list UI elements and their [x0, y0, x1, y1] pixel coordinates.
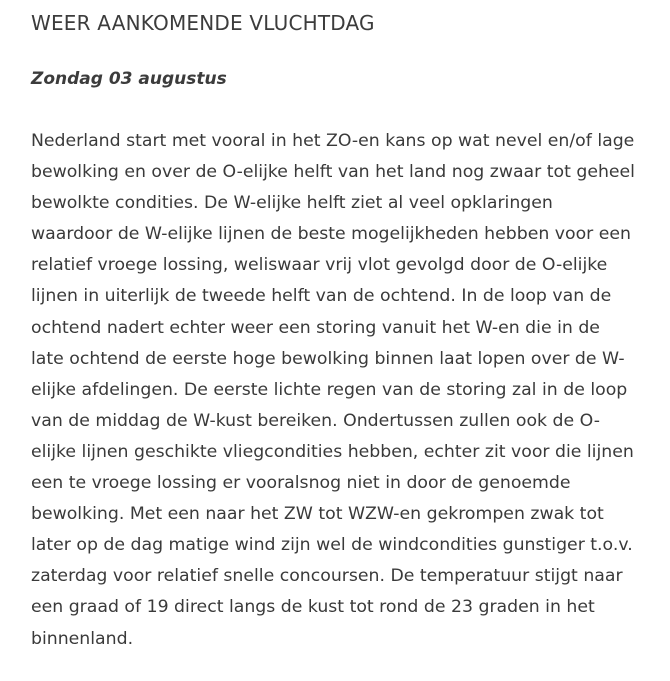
- article-line: late ochtend de eerste hoge bewolking binnen laat lopen over de W-: [31, 348, 625, 369]
- date-heading: Zondag 03 augustus: [31, 69, 227, 89]
- article-line: een graad of 19 direct langs de kust tot rond de 23 graden in het: [31, 597, 595, 618]
- article-line: Nederland start met vooral in het ZO-en kans op wat nevel en/of lage: [31, 131, 635, 151]
- article-line: een te vroege lossing er vooralsnog niet in door de genoemde: [31, 473, 571, 494]
- article-line: zaterdag voor relatief snelle concoursen. De temperatuur stijgt naar: [31, 566, 623, 587]
- article-line: relatief vroege lossing, weliswaar vrij vlot gevolgd door de O-elijke: [31, 255, 608, 276]
- article-line: elijke lijnen geschikte vliegcondities hebben, echter zit voor die lijnen: [31, 441, 634, 462]
- article-line: waardoor de W-elijke lijnen de beste mogelijkheden hebben voor een: [31, 224, 631, 245]
- page-title: WEER AANKOMENDE VLUCHTDAG: [31, 11, 375, 35]
- article-line: binnenland.: [31, 628, 134, 649]
- article-line: van de middag de W-kust bereiken. Ondertussen zullen ook de O-: [31, 410, 600, 431]
- article-line: ochtend nadert echter weer een storing vanuit het W-en die in de: [31, 317, 600, 338]
- article-line: bewolking. Met een naar het ZW tot WZW-en gekrompen zwak tot: [31, 504, 604, 525]
- article-line: bewolkte condities. De W-elijke helft ziet al veel opklaringen: [31, 193, 553, 214]
- article-line: later op de dag matige wind zijn wel de windcondities gunstiger t.o.v.: [31, 535, 633, 556]
- article-line: bewolking en over de O-elijke helft van het land nog zwaar tot geheel: [31, 162, 635, 183]
- article-line: elijke afdelingen. De eerste lichte regen van de storing zal in de loop: [31, 379, 628, 400]
- article-line: lijnen in uiterlijk de tweede helft van de ochtend. In de loop van de: [31, 286, 612, 307]
- article-body: [31, 126, 635, 655]
